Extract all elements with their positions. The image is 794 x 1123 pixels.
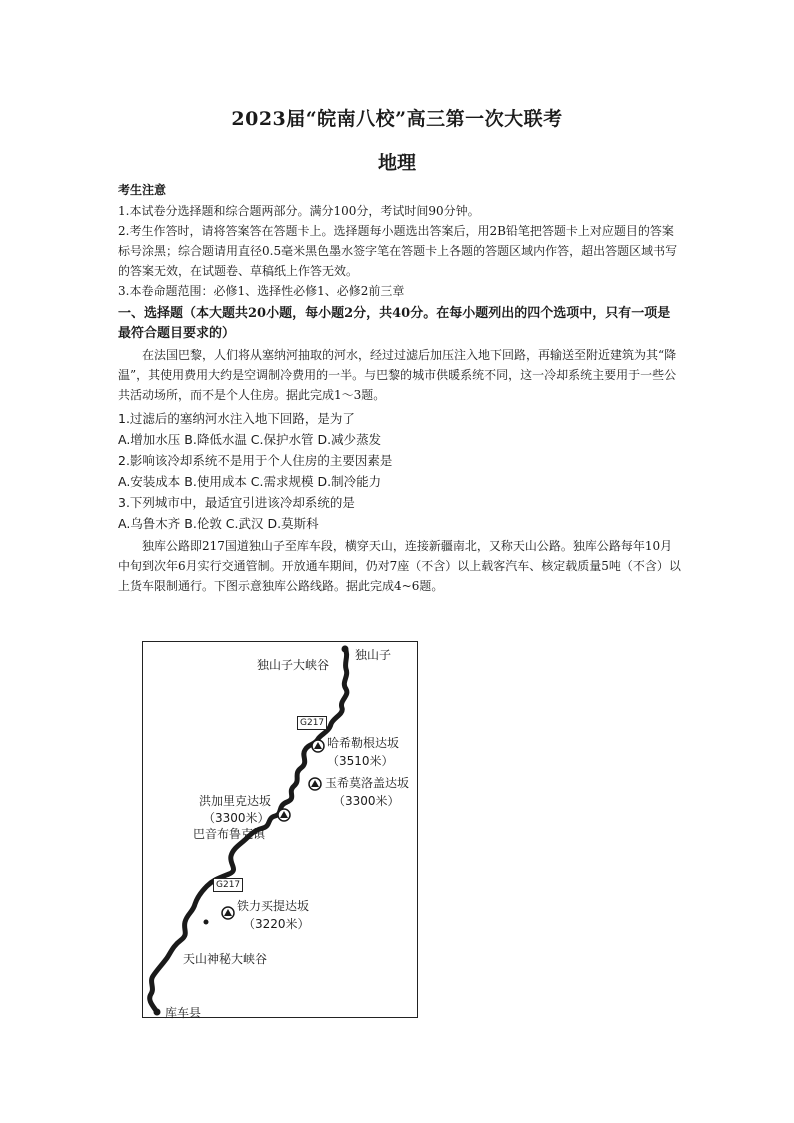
label-tieli-altitude: （3220米） [243,917,310,931]
notice-item-2: 2.考生作答时，请将答案答在答题卡上。选择题每小题选出答案后，用2B铅笔把答题卡上对应题目的答案标号涂黑；综合题请用直径0.5毫米黑色墨水签字笔在答题卡上各题的答题区域内作答，超出答题区域书写的答案无效，在试题卷、草稿纸上作答无效。 [118,224,678,278]
label-tianshan-canyon: 天山神秘大峡谷 [183,952,268,966]
notice-item-1: 1.本试卷分选择题和综合题两部分。满分100分，考试时间90分钟。 [118,204,480,218]
notice-heading: 考生注意 [118,183,167,197]
notice-item-3: 3.本卷命题范围：必修1、选择性必修1、必修2前三章 [118,284,405,298]
label-tieli-pass: 铁力买提达坂 [237,899,310,913]
label-haxi-altitude: （3510米） [327,754,394,768]
g217-sign-bottom: G217 [213,878,243,892]
pass-marker-tieli [222,907,234,919]
subject-title: 地理 [377,152,416,174]
label-yuxi-altitude: （3300米） [333,794,400,808]
question-3-options: A.乌鲁木齐 B.伦敦 C.武汉 D.莫斯科 [118,516,319,531]
label-kuche-county: 库车县 [165,1006,202,1020]
passage-1: 在法国巴黎，人们将从塞纳河抽取的河水，经过过滤后加压注入地下回路，再输送至附近建筑为其“降温”，其使用费用大约是空调制冷费用的一半。与巴黎的城市供暖系统不同，这一冷却系统主要用于一些公共活动场所，而不是个人住房。据此完成1～3题。 [118,348,677,402]
question-1: 1.过滤后的塞纳河水注入地下回路，是为了 [118,411,355,426]
town-dot [204,920,209,925]
question-2-options: A.安装成本 B.使用成本 C.需求规模 D.制冷能力 [118,474,382,489]
label-hongjia-pass: 洪加里克达坂 [199,794,272,808]
pass-marker-yuxi [309,778,321,790]
question-1-options: A.增加水压 B.降低水温 C.保护水管 D.减少蒸发 [118,432,382,447]
label-bayin-town: 巴音布鲁克镇 [193,827,266,841]
passage-2: 独库公路即217国道独山子至库车段，横穿天山，连接新疆南北，又称天山公路。独库公路每年10月中旬到次年6月实行交通管制。开放通车期间，仍对7座（不含）以上载客汽车、核定载质量5吨（不含）以上货车限制通行。下图示意独库公路线路。据此完成4~6题。 [118,539,681,593]
label-dushanzi: 独山子 [355,648,392,662]
pass-marker-haxi [312,740,324,752]
question-2: 2.影响该冷却系统不是用于个人住房的主要因素是 [118,453,393,468]
route-map [142,641,418,1018]
label-yuxi-pass: 玉希莫洛盖达坂 [325,776,410,790]
g217-sign-top: G217 [297,716,327,730]
pass-marker-hongjia [278,809,290,821]
section-heading: 一、选择题（本大题共20小题，每小题2分，共40分。在每小题列出的四个选项中，只有一项是最符合题目要求的） [118,306,671,341]
question-3: 3.下列城市中，最适宜引进该冷却系统的是 [118,495,355,510]
label-haxi-pass: 哈希勒根达坂 [327,736,400,750]
exam-title: 2023届“皖南八校”高三第一次大联考 [231,108,563,130]
label-hongjia-altitude: （3300米） [203,811,270,825]
label-dushanzi-canyon: 独山子大峡谷 [257,658,330,672]
